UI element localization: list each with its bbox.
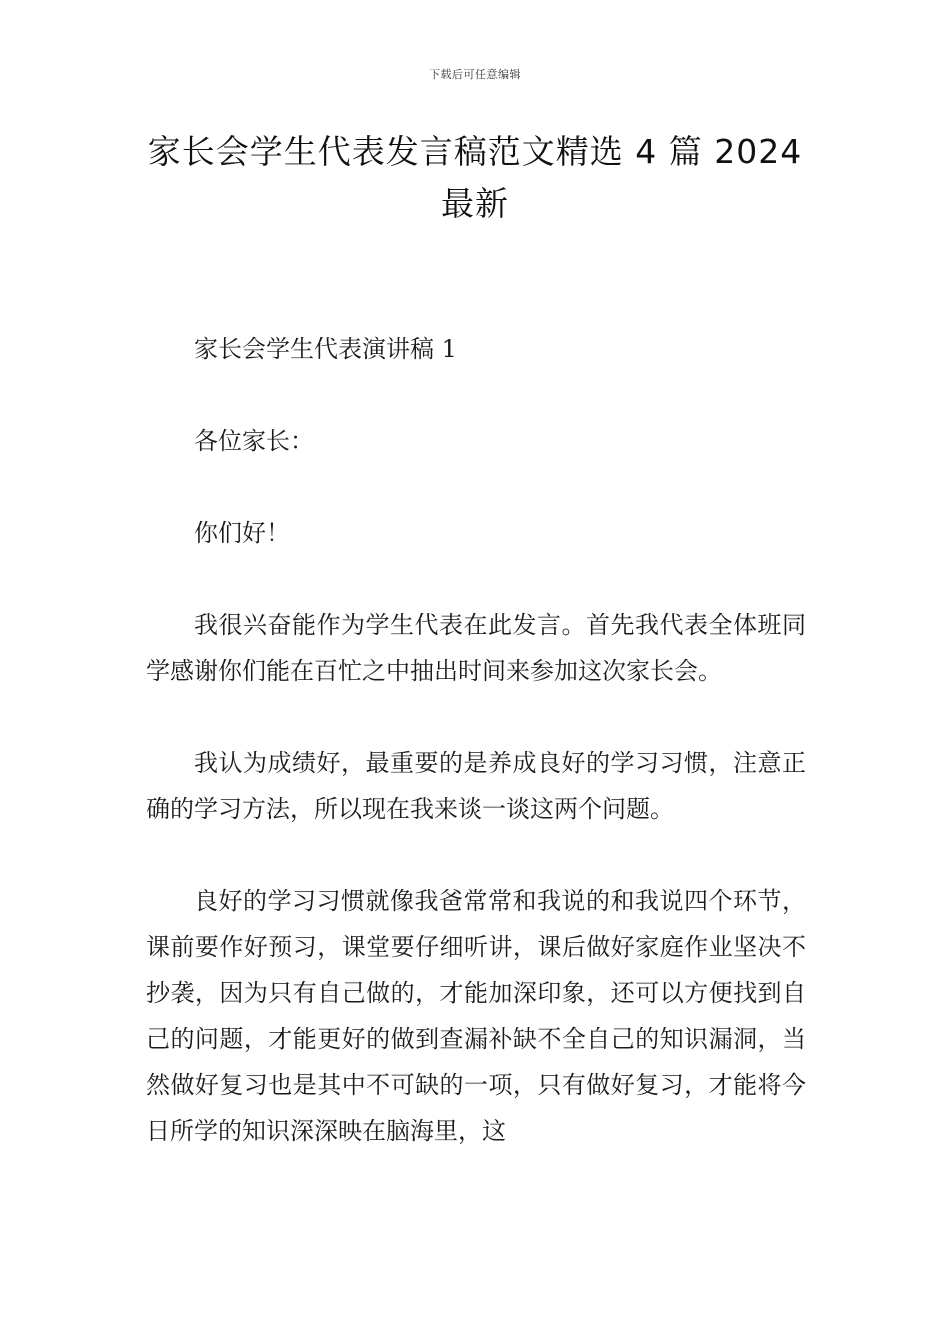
title-line-1: 家长会学生代表发言稿范文精选 4 篇 2024 xyxy=(147,132,803,171)
greeting: 你们好！ xyxy=(194,519,290,547)
body-paragraph: 我很兴奋能作为学生代表在此发言。首先我代表全体班同学感谢你们能在百忙之中抽出时间来参加这次家长会。 xyxy=(146,611,806,685)
salutation: 各位家长： xyxy=(194,427,314,455)
document-body xyxy=(146,326,806,1200)
section-heading: 家长会学生代表演讲稿 1 xyxy=(194,335,457,363)
document-title xyxy=(110,126,840,230)
title-line-2: 最新 xyxy=(441,184,509,223)
body-paragraph: 良好的学习习惯就像我爸常常和我说的和我说四个环节，课前要作好预习，课堂要仔细听讲，课后做好家庭作业坚决不抄袭，因为只有自己做的，才能加深印象，还可以方便找到自己的问题，才能更好的做到查漏补缺不全自己的知识漏洞，当然做好复习也是其中不可缺的一项，只有做好复习，才能将今日所学的知识深深映在脑海里，这 xyxy=(146,887,806,1145)
body-paragraph: 我认为成绩好，最重要的是养成良好的学习习惯，注意正确的学习方法，所以现在我来谈一谈这两个问题。 xyxy=(146,749,806,823)
header-note: 下载后可任意编辑 xyxy=(429,68,521,81)
